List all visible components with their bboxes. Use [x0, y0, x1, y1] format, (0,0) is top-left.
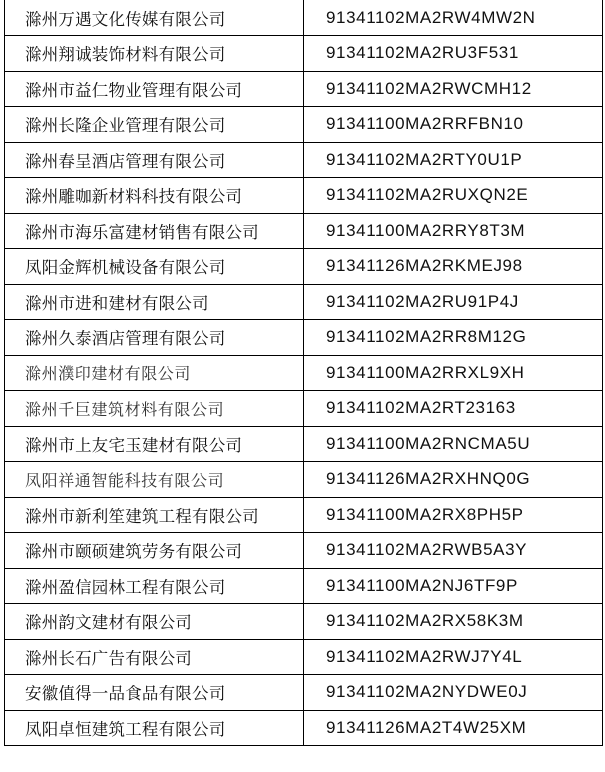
- table-row: [5, 497, 603, 533]
- table-row: [5, 249, 603, 285]
- credit-code-cell: 91341102MA2RUXQN2E: [304, 178, 603, 214]
- table-row: [5, 284, 603, 320]
- credit-code-cell: 91341102MA2RWJ7Y4L: [304, 639, 603, 675]
- credit-code-cell: 91341126MA2RKMEJ98: [304, 249, 603, 285]
- company-name-cell: 凤阳金辉机械设备有限公司: [5, 249, 304, 285]
- company-name-cell: 安徽值得一品食品有限公司: [5, 675, 304, 711]
- credit-code-cell: 91341100MA2RRXL9XH: [304, 355, 603, 391]
- credit-code-cell: 91341102MA2RT23163: [304, 391, 603, 427]
- credit-code-cell: 91341100MA2NJ6TF9P: [304, 568, 603, 604]
- credit-code-cell: 91341100MA2RRFBN10: [304, 107, 603, 143]
- table-row: [5, 142, 603, 178]
- table-row: [5, 355, 603, 391]
- company-name-cell: 凤阳卓恒建筑工程有限公司: [5, 710, 304, 746]
- company-name-cell: 滁州翔诚装饰材料有限公司: [5, 36, 304, 72]
- company-name-cell: 滁州长隆企业管理有限公司: [5, 107, 304, 143]
- table-row: [5, 0, 603, 36]
- credit-code-cell: 91341100MA2RRY8T3M: [304, 213, 603, 249]
- credit-code-cell: 91341102MA2RR8M12G: [304, 320, 603, 356]
- table-row: [5, 71, 603, 107]
- table-row: [5, 391, 603, 427]
- table-row: [5, 710, 603, 746]
- table-row: [5, 462, 603, 498]
- table-row: [5, 178, 603, 214]
- company-name-cell: 滁州市海乐富建材销售有限公司: [5, 213, 304, 249]
- table-row: [5, 320, 603, 356]
- company-name-cell: 滁州长石广告有限公司: [5, 639, 304, 675]
- table-row: [5, 107, 603, 143]
- company-registry-table: [4, 0, 603, 746]
- table-row: [5, 426, 603, 462]
- company-name-cell: 滁州久泰酒店管理有限公司: [5, 320, 304, 356]
- table-row: [5, 568, 603, 604]
- credit-code-cell: 91341102MA2RU91P4J: [304, 284, 603, 320]
- credit-code-cell: 91341102MA2RX58K3M: [304, 604, 603, 640]
- company-name-cell: 滁州市益仁物业管理有限公司: [5, 71, 304, 107]
- table-row: [5, 604, 603, 640]
- credit-code-cell: 91341102MA2RTY0U1P: [304, 142, 603, 178]
- table-row: [5, 639, 603, 675]
- company-name-cell: 滁州雕咖新材料科技有限公司: [5, 178, 304, 214]
- company-name-cell: 滁州韵文建材有限公司: [5, 604, 304, 640]
- table-body: [5, 0, 603, 746]
- table-row: [5, 36, 603, 72]
- company-name-cell: 滁州春呈酒店管理有限公司: [5, 142, 304, 178]
- credit-code-cell: 91341126MA2RXHNQ0G: [304, 462, 603, 498]
- company-name-cell: 滁州濮印建材有限公司: [5, 355, 304, 391]
- company-name-cell: 滁州盈信园林工程有限公司: [5, 568, 304, 604]
- credit-code-cell: 91341126MA2T4W25XM: [304, 710, 603, 746]
- company-name-cell: 凤阳祥通智能科技有限公司: [5, 462, 304, 498]
- table-row: [5, 675, 603, 711]
- credit-code-cell: 91341100MA2RX8PH5P: [304, 497, 603, 533]
- credit-code-cell: 91341100MA2RNCMA5U: [304, 426, 603, 462]
- table-row: [5, 533, 603, 569]
- company-name-cell: 滁州市颐硕建筑劳务有限公司: [5, 533, 304, 569]
- company-name-cell: 滁州千巨建筑材料有限公司: [5, 391, 304, 427]
- company-name-cell: 滁州万遇文化传媒有限公司: [5, 0, 304, 36]
- credit-code-cell: 91341102MA2RW4MW2N: [304, 0, 603, 36]
- credit-code-cell: 91341102MA2RWCMH12: [304, 71, 603, 107]
- company-name-cell: 滁州市新利笙建筑工程有限公司: [5, 497, 304, 533]
- company-name-cell: 滁州市进和建材有限公司: [5, 284, 304, 320]
- company-name-cell: 滁州市上友宅玉建材有限公司: [5, 426, 304, 462]
- credit-code-cell: 91341102MA2RWB5A3Y: [304, 533, 603, 569]
- credit-code-cell: 91341102MA2RU3F531: [304, 36, 603, 72]
- table-row: [5, 213, 603, 249]
- credit-code-cell: 91341102MA2NYDWE0J: [304, 675, 603, 711]
